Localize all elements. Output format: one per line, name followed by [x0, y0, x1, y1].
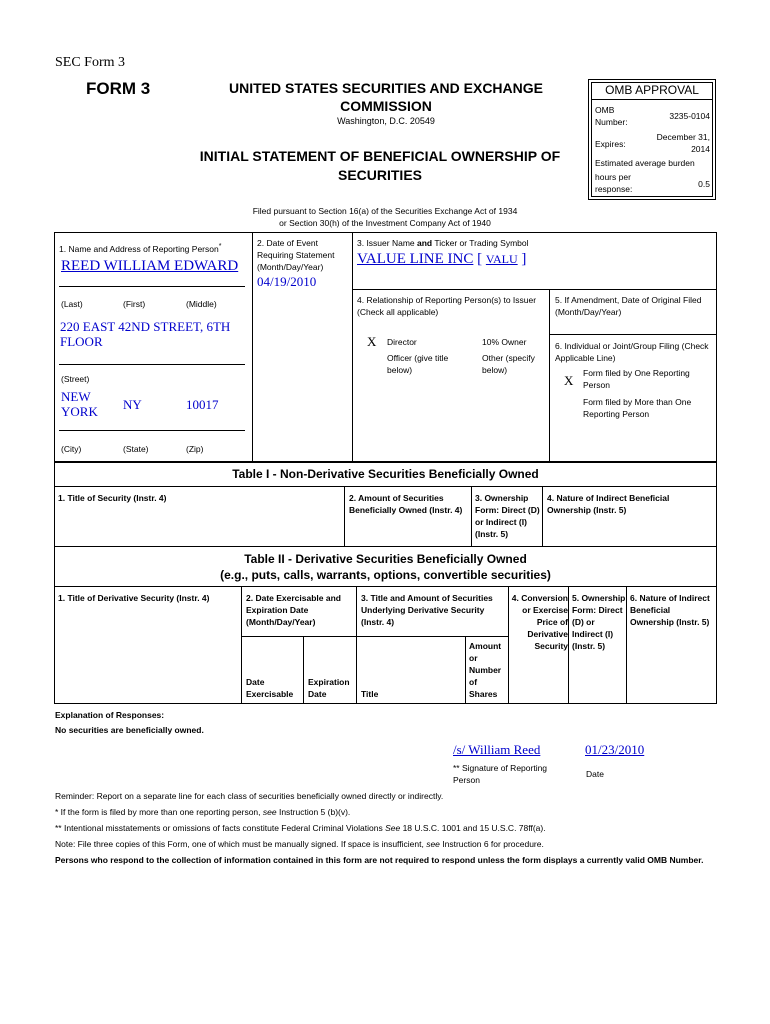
t1-col4: 4. Nature of Indirect Beneficial Ownership (Instr. 5): [547, 493, 670, 515]
signature-label: ** Signature of Reporting Person: [453, 763, 548, 785]
table2-title1: Table II - Derivative Securities Beneficially Owned: [244, 552, 527, 566]
filed-line1: Filed pursuant to Section 16(a) of the Securities Exchange Act of 1934: [252, 206, 518, 216]
location: Washington, D.C. 20549: [337, 116, 435, 126]
city-value: NEW YORK: [61, 389, 98, 419]
ten-pct-owner-label: 10% Owner: [482, 337, 527, 347]
state-value: NY: [123, 397, 142, 412]
omb-burden-label: Estimated average burden: [595, 158, 695, 168]
box5-label: 5. If Amendment, Date of Original Filed (Month/Day/Year): [555, 295, 702, 317]
middle-label: (Middle): [186, 299, 217, 309]
note1-pre: * If the form is filed by more than one reporting person,: [55, 807, 263, 817]
t1-col3: 3. Ownership Form: Direct (D) or Indirect (I) (Instr. 5): [475, 493, 540, 539]
note2: [55, 822, 715, 834]
t1-col2: 2. Amount of Securities Beneficially Owned (Instr. 4): [349, 493, 463, 515]
explanation-text: No securities are beneficially owned.: [55, 725, 204, 735]
box3-label: [357, 237, 529, 249]
t1-col1: 1. Title of Security (Instr. 4): [58, 493, 167, 503]
agency-line1: UNITED STATES SECURITIES AND EXCHANGE: [229, 80, 543, 96]
state-label: (State): [123, 444, 149, 454]
t2-col2: 2. Date Exercisable and Expiration Date (Month/Day/Year): [246, 593, 341, 627]
other-label: Other (specify below): [482, 353, 535, 375]
reporting-person-name[interactable]: REED WILLIAM EDWARD: [61, 258, 239, 274]
box1-label: [59, 241, 221, 255]
t2-col1: 1. Title of Derivative Security (Instr. 4): [58, 593, 210, 603]
one-person-label: Form filed by One Reporting Person: [583, 368, 690, 390]
bracket-close: ]: [521, 251, 527, 267]
note3-pre: Note: File three copies of this Form, one of which must be manually signed. If space is insufficient,: [55, 839, 427, 849]
note2-post: 18 U.S.C. 1001 and 15 U.S.C. 78ff(a).: [400, 823, 546, 833]
box1-label-text: 1. Name and Address of Reporting Person: [59, 243, 219, 254]
box6-label: 6. Individual or Joint/Group Filing (Check Applicable Line): [555, 341, 709, 363]
last-label: (Last): [61, 299, 83, 309]
signature-date: 01/23/2010: [585, 742, 645, 757]
omb-title: OMB APPROVAL: [605, 83, 699, 97]
note1-post: Instruction 5 (b)(v).: [276, 807, 351, 817]
omb-number-label: OMB Number:: [595, 105, 628, 127]
zip-label: (Zip): [186, 444, 204, 454]
t2-col6: 6. Nature of Indirect Beneficial Ownership (Instr. 5): [630, 593, 710, 627]
note3-see: see: [426, 839, 440, 849]
t2-sub-expiration: Expiration Date: [308, 677, 350, 699]
city-label: (City): [61, 444, 82, 454]
statement-line1: INITIAL STATEMENT OF BENEFICIAL OWNERSHIP OF: [199, 148, 561, 164]
persons-notice: Persons who respond to the collection of information contained in this form are not required to respond unless the form displays a currently valid OMB Number.: [55, 855, 704, 865]
table2-title2: (e.g., puts, calls, warrants, options, convertible securities): [220, 568, 551, 582]
sec-form-label: SEC Form 3: [55, 55, 126, 70]
form-title: FORM 3: [86, 79, 151, 98]
box3-label-post: Ticker or Trading Symbol: [432, 238, 529, 248]
first-label: (First): [123, 299, 146, 309]
omb-expires-value: December 31, 2014: [656, 132, 710, 154]
street-label: (Street): [61, 374, 90, 384]
more-person-label: Form filed by More than One Reporting Person: [583, 397, 692, 419]
note1: [55, 806, 715, 818]
issuer-name[interactable]: VALUE LINE INC: [357, 251, 474, 267]
t2-col3: 3. Title and Amount of Securities Underlying Derivative Security (Instr. 4): [361, 593, 493, 627]
table1-title: Table I - Non-Derivative Securities Beneficially Owned: [232, 467, 539, 481]
signature: /s/ William Reed: [453, 742, 541, 757]
bracket-open: [: [477, 251, 483, 267]
agency-title: [196, 79, 576, 115]
director-label: Director: [387, 337, 417, 347]
note3: [55, 838, 715, 850]
statement-line2: SECURITIES: [337, 167, 422, 183]
box2-label: 2. Date of Event Requiring Statement (Month/Day/Year): [257, 238, 335, 272]
note2-see: See: [385, 823, 401, 833]
t2-sub-date-exercisable: Date Exercisable: [246, 677, 294, 699]
street-address: 220 EAST 42ND STREET, 6TH FLOOR: [60, 319, 231, 349]
note2-pre: ** Intentional misstatements or omissions of facts constitute Federal Criminal Violations: [55, 823, 386, 833]
omb-expires-label: Expires:: [595, 139, 626, 149]
officer-label: Officer (give title below): [387, 353, 449, 375]
omb-number-value: 3235-0104: [669, 111, 710, 121]
omb-hours-label: hours per response:: [595, 172, 633, 194]
filed-pursuant: [200, 205, 570, 229]
note3-post: Instruction 6 for procedure.: [439, 839, 544, 849]
box4-label: 4. Relationship of Reporting Person(s) to Issuer (Check all applicable): [357, 295, 537, 317]
box3-label-and: and: [417, 238, 433, 248]
issuer-ticker[interactable]: VALU: [485, 252, 518, 266]
statement-title: [170, 147, 590, 185]
table2-title: [54, 551, 717, 583]
omb-hours-value: 0.5: [698, 179, 710, 189]
t2-sub-title: Title: [361, 689, 379, 699]
explanation-heading: Explanation of Responses:: [55, 710, 165, 720]
director-check[interactable]: X: [367, 334, 377, 349]
t2-col5: 5. Ownership Form: Direct (D) or Indirect (I) (Instr. 5): [572, 593, 626, 651]
date-label: Date: [586, 769, 604, 779]
event-date: 04/19/2010: [257, 274, 317, 289]
zip-value: 10017: [186, 397, 219, 412]
filed-line2: or Section 30(h) of the Investment Company Act of 1940: [279, 218, 491, 228]
box3-label-pre: 3. Issuer Name: [357, 238, 417, 248]
note1-see: see: [262, 807, 277, 817]
agency-line2: COMMISSION: [340, 98, 432, 114]
t2-sub-amount: Amount or Number of Shares: [469, 641, 502, 699]
one-person-check[interactable]: X: [564, 373, 574, 388]
t2-col4: 4. Conversion or Exercise Price of Derivative Security: [511, 593, 568, 651]
reminder: Reminder: Report on a separate line for each class of securities beneficially owned directly or indirectly.: [55, 791, 444, 801]
issuer-line: [357, 251, 526, 268]
box1-asterisk: *: [218, 243, 222, 250]
